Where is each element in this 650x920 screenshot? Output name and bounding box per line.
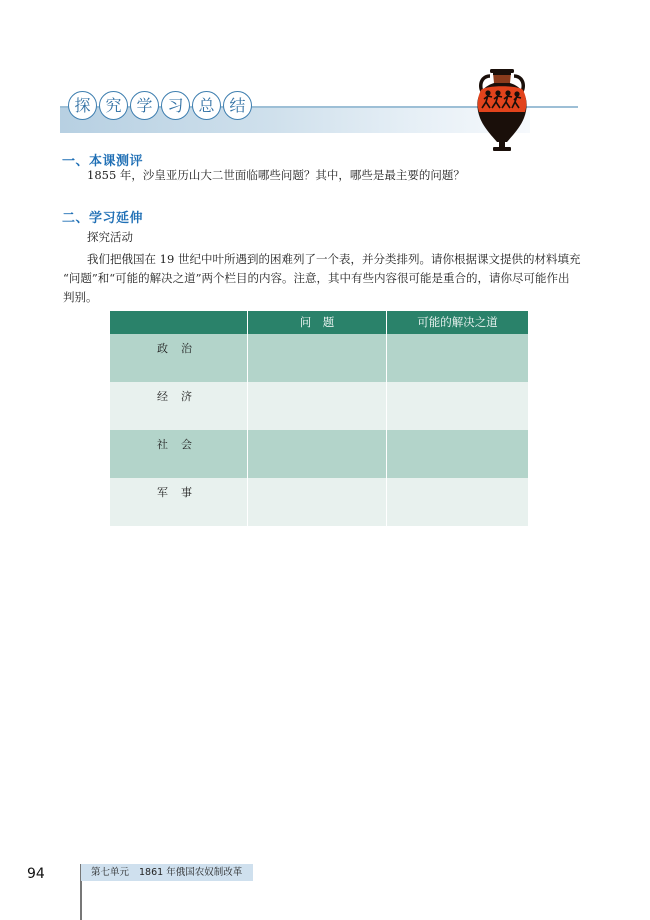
activity-paragraph-line: “问题”和“可能的解决之道”两个栏目的内容。注意，其中有些内容很可能是重合的，请你尽可能作出 <box>63 271 570 285</box>
header-cell-solution: 可能的解决之道 <box>387 311 528 334</box>
banner-char: 学 <box>130 91 159 120</box>
problem-cell[interactable] <box>248 334 387 382</box>
banner-char: 探 <box>68 91 97 120</box>
banner-char: 习 <box>161 91 190 120</box>
amphora-vase-illustration <box>470 66 534 154</box>
table-row <box>110 478 528 526</box>
running-footer <box>81 864 253 881</box>
solution-cell[interactable] <box>387 478 528 526</box>
review-question: 1855 年，沙皇亚历山大二世面临哪些问题？其中，哪些是最主要的问题？ <box>87 168 465 182</box>
problem-cell[interactable] <box>248 382 387 430</box>
problem-cell[interactable] <box>248 430 387 478</box>
problems-solutions-table <box>110 311 528 526</box>
header-cell-category <box>110 311 248 334</box>
banner-char: 总 <box>192 91 221 120</box>
table-row <box>110 430 528 478</box>
banner-title <box>68 91 252 120</box>
activity-subheading: 探究活动 <box>87 230 133 244</box>
activity-paragraph-line: 判别。 <box>63 290 98 304</box>
solution-cell[interactable] <box>387 334 528 382</box>
header-cell-problem: 问 题 <box>248 311 387 334</box>
row-label-politics: 政治 <box>110 334 248 382</box>
banner-char: 究 <box>99 91 128 120</box>
problem-cell[interactable] <box>248 478 387 526</box>
page-number: 94 <box>27 866 45 882</box>
table-header-row <box>110 311 528 334</box>
footer-chapter: 1861 年俄国农奴制改革 <box>139 867 243 878</box>
banner-char: 结 <box>223 91 252 120</box>
table-row <box>110 382 528 430</box>
row-label-economy: 经济 <box>110 382 248 430</box>
section-heading-lesson-review: 一、本课测评 <box>62 154 144 169</box>
section-heading-extension: 二、学习延伸 <box>62 211 144 226</box>
solution-cell[interactable] <box>387 430 528 478</box>
footer-unit: 第七单元 <box>91 867 130 878</box>
row-label-society: 社会 <box>110 430 248 478</box>
row-label-military: 军事 <box>110 478 248 526</box>
activity-paragraph-line: 我们把俄国在 19 世纪中叶所遇到的困难列了一个表，并分类排列。请你根据课文提供的材料填充 <box>87 252 581 266</box>
amphora-icon <box>470 66 534 154</box>
table-row <box>110 334 528 382</box>
solution-cell[interactable] <box>387 382 528 430</box>
